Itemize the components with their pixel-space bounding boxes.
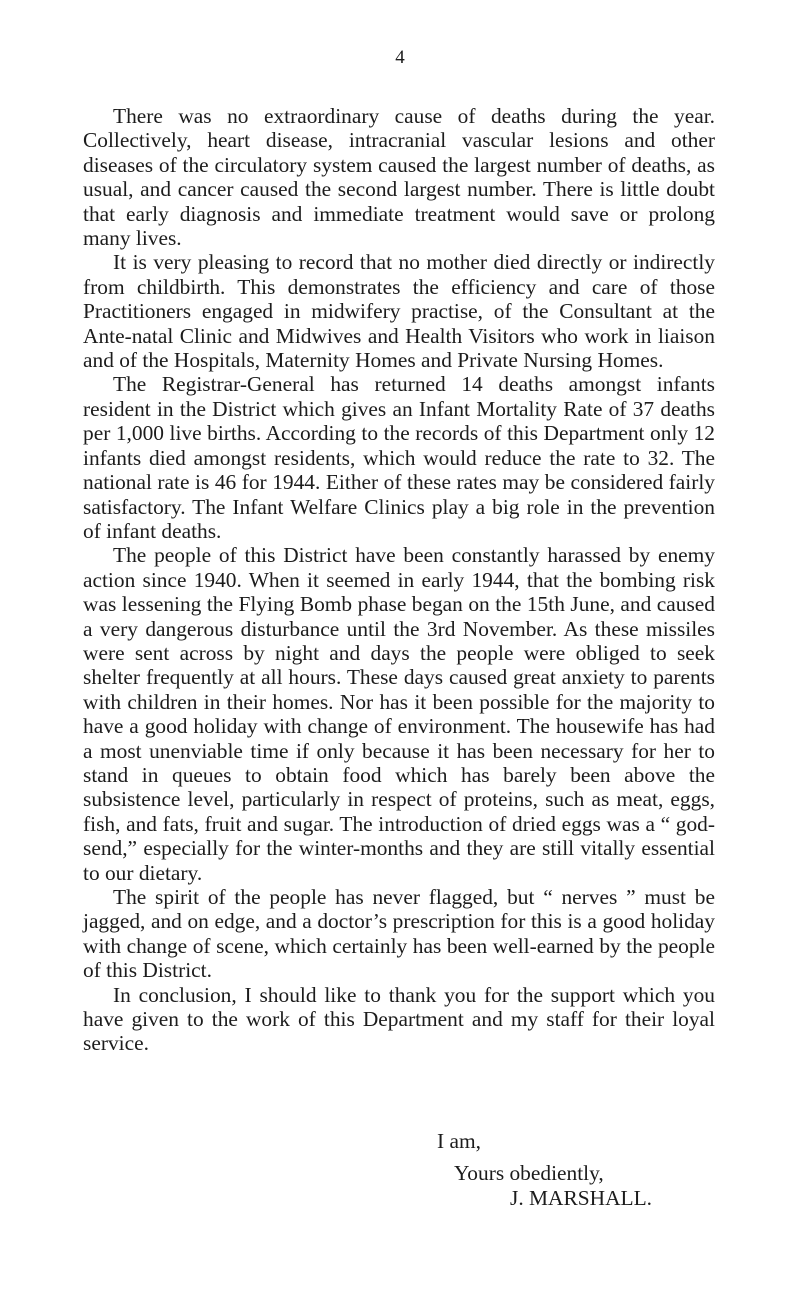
paragraph-enemy-action: The people of this District have been constantly harassed by enemy action since 1940. When it seemed in early 1944, that the bombing risk was lessening the Flying Bomb phase began on the 15th June, and caused a very dangerous disturbance until the 3rd November. As these missiles were sent across by night and days the people were obliged to seek shelter frequently at all hours. These days caused great anxiety to parents with children in their homes. Nor has it been possible for the majority to have a good holiday with change of environment. The housewife has had a most unenviable time if only because it has been necessary for her to stand in queues to obtain food which has barely been above the subsistence level, particularly in respect of proteins, such as meat, eggs, fish, and fats, fruit and sugar. The introduction of dried eggs was a “ god-send,” especially for the winter-months and they are still vitally essential to our dietary. (83, 543, 715, 885)
paragraph-infant-mortality: The Registrar-General has returned 14 deaths amongst infants resident in the District which gives an Infant Mortality Rate of 37 deaths per 1,000 live births. According to the records of this Department only 12 infants died amongst residents, which would reduce the rate to 32. The national rate is 46 for 1944. Either of these rates may be considered fairly satisfactory. The Infant Welfare Clinics play a big role in the prevention of infant deaths. (83, 372, 715, 543)
page-number: 4 (395, 47, 405, 68)
paragraph-spirit-of-people: The spirit of the people has never flagged, but “ nerves ” must be jagged, and on edge, and a doctor’s prescription for this is a good holiday with change of scene, which certainly has been well-earned by the people of this District. (83, 885, 715, 983)
closing-salutation: I am, (437, 1129, 481, 1153)
paragraph-maternal-mortality: It is very pleasing to record that no mother died directly or indirectly from childbirth. This demonstrates the efficiency and care of those Practitioners engaged in midwifery practise, of the Consultant at the Ante-natal Clinic and Midwives and Health Visitors who work in liaison and of the Hospitals, Maternity Homes and Private Nursing Homes. (83, 250, 715, 373)
closing-valediction: Yours obediently, (454, 1161, 604, 1185)
paragraph-conclusion: In conclusion, I should like to thank you for the support which you have given to the work of this Department and my staff for their loyal service. (83, 982, 715, 1056)
letter-body (83, 104, 715, 1056)
paragraph-causes-of-death: There was no extraordinary cause of deaths during the year. Collectively, heart disease, intracranial vascular lesions and other diseases of the circulatory system caused the largest number of deaths, as usual, and cancer caused the second largest number. There is little doubt that early diagnosis and immediate treatment would save or prolong many lives. (83, 104, 715, 251)
signature: J. MARSHALL. (510, 1186, 653, 1210)
